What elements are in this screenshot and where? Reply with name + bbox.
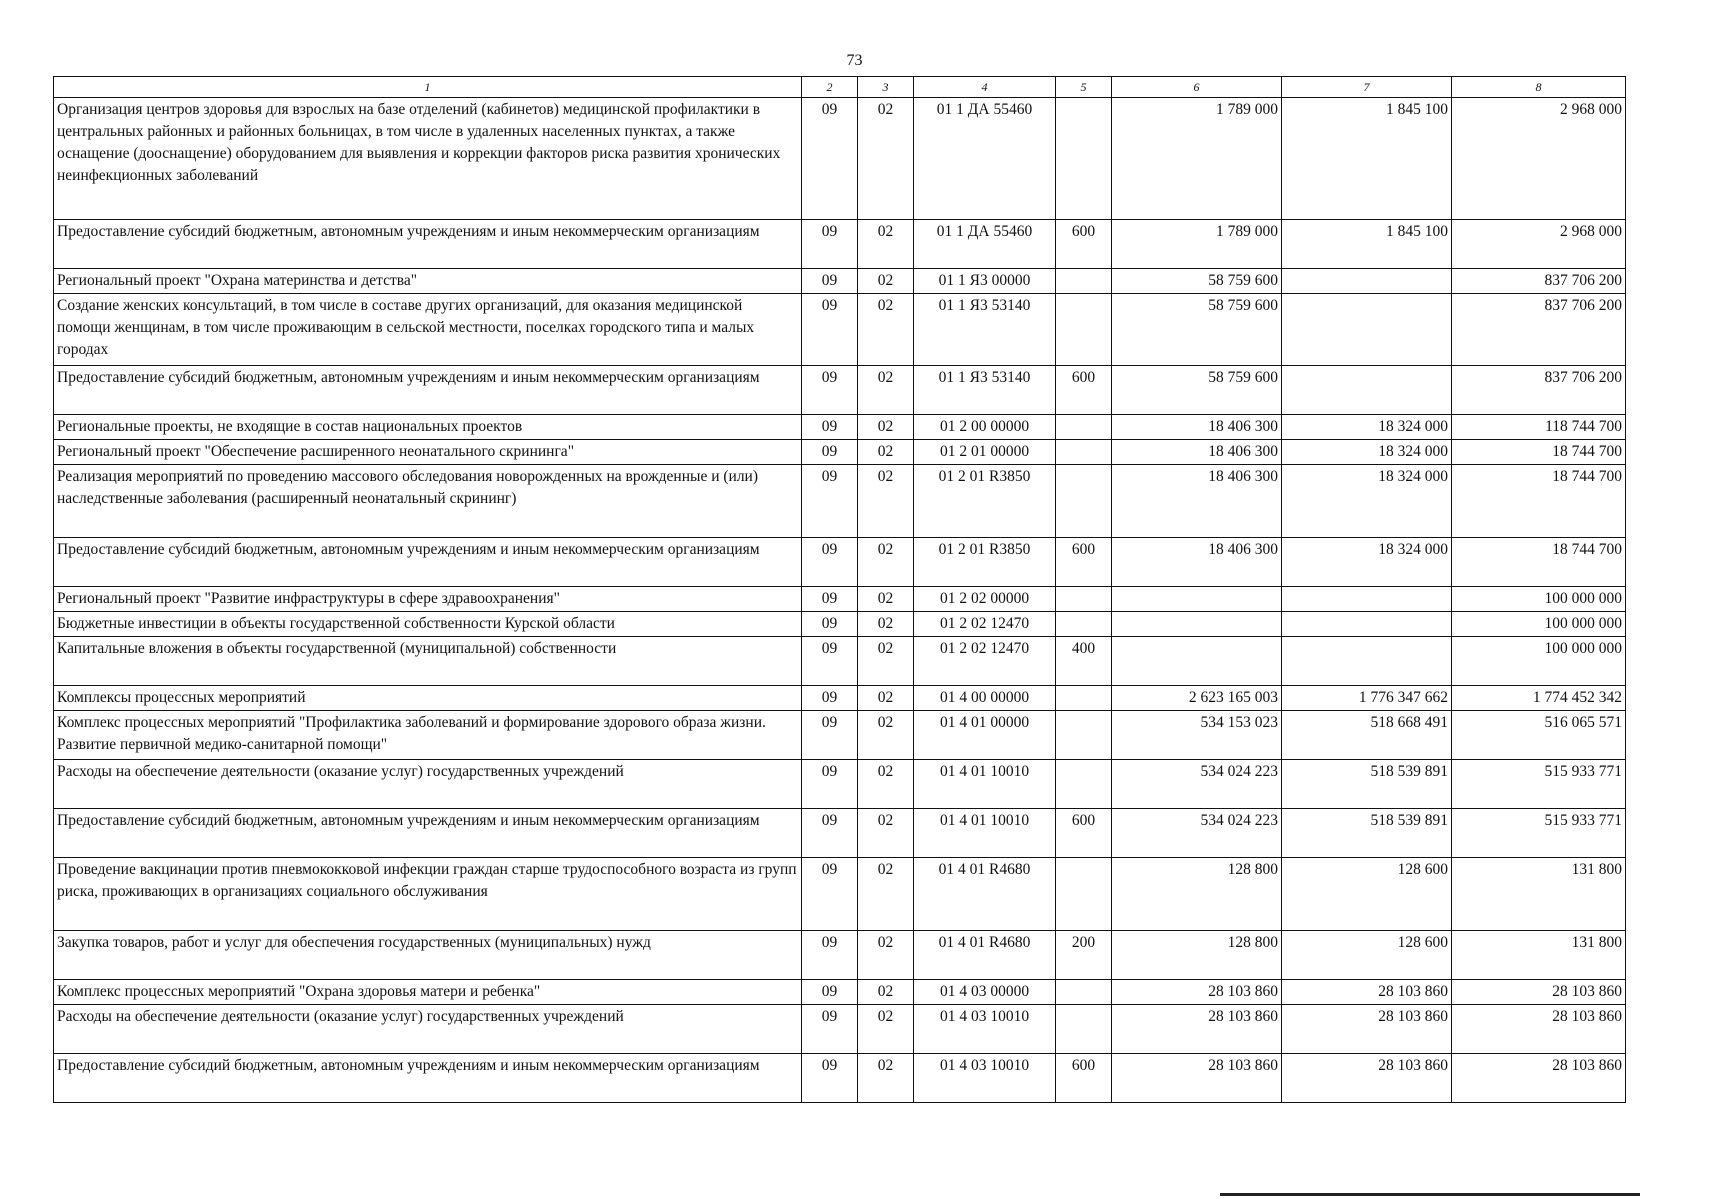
column-header-2: 2 (802, 77, 858, 98)
row-name: Расходы на обеспечение деятельности (оказание услуг) государственных учреждений (54, 1005, 802, 1054)
row-amount-8: 837 706 200 (1452, 269, 1626, 294)
row-amount-8: 837 706 200 (1452, 294, 1626, 366)
row-target-article: 01 4 01 R4680 (914, 931, 1056, 980)
scan-edge-line (1220, 1193, 1640, 1196)
row-amount-8: 18 744 700 (1452, 440, 1626, 465)
header-row (54, 77, 1626, 98)
row-name: Комплекс процессных мероприятий "Профилактика заболеваний и формирование здорового образа жизни. Развитие первичной медико-санитарной помощи" (54, 711, 802, 760)
row-section: 09 (802, 587, 858, 612)
row-amount-6: 534 024 223 (1112, 809, 1282, 858)
table-row (54, 269, 1626, 294)
row-expense-type (1056, 760, 1112, 809)
budget-table (53, 76, 1626, 1103)
row-name: Закупка товаров, работ и услуг для обеспечения государственных (муниципальных) нужд (54, 931, 802, 980)
row-amount-8: 18 744 700 (1452, 465, 1626, 538)
row-target-article: 01 1 ДА 55460 (914, 98, 1056, 220)
row-target-article: 01 2 01 R3850 (914, 465, 1056, 538)
row-target-article: 01 2 00 00000 (914, 415, 1056, 440)
row-subsection: 02 (858, 980, 914, 1005)
table-body (54, 98, 1626, 1103)
row-amount-7: 518 539 891 (1282, 760, 1452, 809)
row-amount-7 (1282, 637, 1452, 686)
table-row (54, 612, 1626, 637)
row-name: Региональный проект "Охрана материнства и детства" (54, 269, 802, 294)
table-row (54, 98, 1626, 220)
row-amount-6: 18 406 300 (1112, 415, 1282, 440)
row-expense-type: 200 (1056, 931, 1112, 980)
row-section: 09 (802, 686, 858, 711)
row-amount-8: 515 933 771 (1452, 760, 1626, 809)
row-amount-6: 58 759 600 (1112, 366, 1282, 415)
table-row (54, 980, 1626, 1005)
row-name: Предоставление субсидий бюджетным, автономным учреждениям и иным некоммерческим организациям (54, 366, 802, 415)
row-section: 09 (802, 366, 858, 415)
row-amount-8: 515 933 771 (1452, 809, 1626, 858)
row-expense-type (1056, 294, 1112, 366)
row-expense-type (1056, 98, 1112, 220)
row-name: Предоставление субсидий бюджетным, автономным учреждениям и иным некоммерческим организациям (54, 809, 802, 858)
row-section: 09 (802, 711, 858, 760)
row-name: Региональный проект "Обеспечение расширенного неонатального скрининга" (54, 440, 802, 465)
row-target-article: 01 4 01 00000 (914, 711, 1056, 760)
row-amount-6: 128 800 (1112, 931, 1282, 980)
row-amount-8: 100 000 000 (1452, 612, 1626, 637)
row-subsection: 02 (858, 294, 914, 366)
row-amount-7: 18 324 000 (1282, 465, 1452, 538)
row-subsection: 02 (858, 440, 914, 465)
row-target-article: 01 4 03 10010 (914, 1054, 1056, 1103)
row-subsection: 02 (858, 587, 914, 612)
row-amount-8: 28 103 860 (1452, 980, 1626, 1005)
row-section: 09 (802, 1005, 858, 1054)
row-name: Организация центров здоровья для взрослых на базе отделений (кабинетов) медицинской профилактики в центральных районных и районных больницах, в том числе в удаленных населенных пунктах, а также оснащение (дооснащение) оборудованием для выявления и коррекции факторов риска развития хронических неинфекционных заболеваний (54, 98, 802, 220)
row-section: 09 (802, 415, 858, 440)
row-subsection: 02 (858, 465, 914, 538)
row-name: Региональные проекты, не входящие в состав национальных проектов (54, 415, 802, 440)
row-expense-type: 600 (1056, 538, 1112, 587)
row-expense-type (1056, 858, 1112, 931)
row-amount-7: 18 324 000 (1282, 538, 1452, 587)
row-expense-type (1056, 465, 1112, 538)
column-header-3: 3 (858, 77, 914, 98)
table-row (54, 1005, 1626, 1054)
row-expense-type (1056, 980, 1112, 1005)
row-subsection: 02 (858, 538, 914, 587)
row-amount-8: 100 000 000 (1452, 587, 1626, 612)
row-amount-7: 518 539 891 (1282, 809, 1452, 858)
row-section: 09 (802, 220, 858, 269)
row-expense-type: 600 (1056, 1054, 1112, 1103)
row-amount-6: 18 406 300 (1112, 465, 1282, 538)
row-amount-8: 28 103 860 (1452, 1005, 1626, 1054)
row-section: 09 (802, 440, 858, 465)
row-amount-7: 128 600 (1282, 858, 1452, 931)
table-row (54, 1054, 1626, 1103)
row-section: 09 (802, 637, 858, 686)
row-subsection: 02 (858, 612, 914, 637)
row-subsection: 02 (858, 760, 914, 809)
row-amount-6: 28 103 860 (1112, 1005, 1282, 1054)
row-amount-8: 2 968 000 (1452, 220, 1626, 269)
row-amount-8: 28 103 860 (1452, 1054, 1626, 1103)
row-amount-7: 1 776 347 662 (1282, 686, 1452, 711)
row-target-article: 01 1 Я3 53140 (914, 366, 1056, 415)
row-target-article: 01 1 Я3 53140 (914, 294, 1056, 366)
row-name: Комплекс процессных мероприятий "Охрана здоровья матери и ребенка" (54, 980, 802, 1005)
row-amount-8: 131 800 (1452, 931, 1626, 980)
row-amount-7 (1282, 294, 1452, 366)
row-expense-type (1056, 440, 1112, 465)
row-subsection: 02 (858, 686, 914, 711)
row-target-article: 01 1 ДА 55460 (914, 220, 1056, 269)
row-subsection: 02 (858, 711, 914, 760)
table-row (54, 220, 1626, 269)
table-row (54, 587, 1626, 612)
row-target-article: 01 4 00 00000 (914, 686, 1056, 711)
row-section: 09 (802, 1054, 858, 1103)
column-header-1: 1 (54, 77, 802, 98)
row-name: Создание женских консультаций, в том числе в составе других организаций, для оказания медицинской помощи женщинам, в том числе проживающим в сельской местности, поселках городского типа и малых городах (54, 294, 802, 366)
row-amount-7: 28 103 860 (1282, 1054, 1452, 1103)
row-expense-type (1056, 1005, 1112, 1054)
table-row (54, 538, 1626, 587)
row-expense-type (1056, 612, 1112, 637)
row-amount-7: 128 600 (1282, 931, 1452, 980)
row-target-article: 01 4 03 10010 (914, 1005, 1056, 1054)
row-name: Региональный проект "Развитие инфраструктуры в сфере здравоохранения" (54, 587, 802, 612)
row-target-article: 01 2 02 00000 (914, 587, 1056, 612)
row-amount-7 (1282, 587, 1452, 612)
row-amount-8: 516 065 571 (1452, 711, 1626, 760)
row-expense-type: 600 (1056, 366, 1112, 415)
row-amount-8: 837 706 200 (1452, 366, 1626, 415)
row-section: 09 (802, 809, 858, 858)
row-target-article: 01 2 01 00000 (914, 440, 1056, 465)
row-section: 09 (802, 931, 858, 980)
row-amount-6: 18 406 300 (1112, 538, 1282, 587)
row-name: Предоставление субсидий бюджетным, автономным учреждениям и иным некоммерческим организациям (54, 220, 802, 269)
row-target-article: 01 2 02 12470 (914, 612, 1056, 637)
table-row (54, 465, 1626, 538)
row-subsection: 02 (858, 220, 914, 269)
row-amount-6 (1112, 637, 1282, 686)
row-amount-6: 28 103 860 (1112, 980, 1282, 1005)
column-header-7: 7 (1282, 77, 1452, 98)
row-section: 09 (802, 465, 858, 538)
column-header-4: 4 (914, 77, 1056, 98)
row-amount-6: 534 153 023 (1112, 711, 1282, 760)
row-subsection: 02 (858, 637, 914, 686)
row-amount-6: 2 623 165 003 (1112, 686, 1282, 711)
row-subsection: 02 (858, 1005, 914, 1054)
table-row (54, 415, 1626, 440)
row-amount-6: 58 759 600 (1112, 269, 1282, 294)
row-subsection: 02 (858, 98, 914, 220)
row-expense-type: 600 (1056, 220, 1112, 269)
page-number: 73 (846, 52, 863, 69)
row-amount-7: 518 668 491 (1282, 711, 1452, 760)
row-name: Предоставление субсидий бюджетным, автономным учреждениям и иным некоммерческим организациям (54, 1054, 802, 1103)
row-section: 09 (802, 294, 858, 366)
row-amount-6 (1112, 587, 1282, 612)
row-amount-8: 2 968 000 (1452, 98, 1626, 220)
table-row (54, 858, 1626, 931)
row-expense-type: 600 (1056, 809, 1112, 858)
row-section: 09 (802, 269, 858, 294)
row-amount-7: 18 324 000 (1282, 440, 1452, 465)
table-row (54, 294, 1626, 366)
row-amount-8: 100 000 000 (1452, 637, 1626, 686)
row-section: 09 (802, 858, 858, 931)
row-expense-type (1056, 269, 1112, 294)
row-expense-type (1056, 587, 1112, 612)
row-amount-6: 28 103 860 (1112, 1054, 1282, 1103)
table-row (54, 931, 1626, 980)
table-row (54, 809, 1626, 858)
row-amount-7: 1 845 100 (1282, 98, 1452, 220)
row-amount-6: 128 800 (1112, 858, 1282, 931)
row-expense-type (1056, 415, 1112, 440)
row-subsection: 02 (858, 415, 914, 440)
row-subsection: 02 (858, 809, 914, 858)
column-header-5: 5 (1056, 77, 1112, 98)
row-target-article: 01 4 03 00000 (914, 980, 1056, 1005)
row-amount-6 (1112, 612, 1282, 637)
row-expense-type (1056, 711, 1112, 760)
row-target-article: 01 4 01 10010 (914, 809, 1056, 858)
row-amount-7 (1282, 612, 1452, 637)
table-row (54, 686, 1626, 711)
row-target-article: 01 2 01 R3850 (914, 538, 1056, 587)
table-row (54, 637, 1626, 686)
row-section: 09 (802, 760, 858, 809)
row-name: Расходы на обеспечение деятельности (оказание услуг) государственных учреждений (54, 760, 802, 809)
row-name: Капитальные вложения в объекты государственной (муниципальной) собственности (54, 637, 802, 686)
row-amount-6: 58 759 600 (1112, 294, 1282, 366)
column-header-8: 8 (1452, 77, 1626, 98)
row-amount-7: 1 845 100 (1282, 220, 1452, 269)
row-subsection: 02 (858, 931, 914, 980)
row-expense-type: 400 (1056, 637, 1112, 686)
row-section: 09 (802, 538, 858, 587)
column-header-6: 6 (1112, 77, 1282, 98)
table-row (54, 711, 1626, 760)
row-amount-8: 1 774 452 342 (1452, 686, 1626, 711)
row-amount-6: 534 024 223 (1112, 760, 1282, 809)
row-name: Проведение вакцинации против пневмококковой инфекции граждан старше трудоспособного возраста из групп риска, проживающих в организациях социального обслуживания (54, 858, 802, 931)
row-name: Предоставление субсидий бюджетным, автономным учреждениям и иным некоммерческим организациям (54, 538, 802, 587)
row-target-article: 01 2 02 12470 (914, 637, 1056, 686)
row-expense-type (1056, 686, 1112, 711)
row-target-article: 01 1 Я3 00000 (914, 269, 1056, 294)
row-amount-6: 1 789 000 (1112, 98, 1282, 220)
row-target-article: 01 4 01 R4680 (914, 858, 1056, 931)
row-amount-8: 18 744 700 (1452, 538, 1626, 587)
row-subsection: 02 (858, 1054, 914, 1103)
row-name: Бюджетные инвестиции в объекты государственной собственности Курской области (54, 612, 802, 637)
table-row (54, 440, 1626, 465)
row-amount-8: 118 744 700 (1452, 415, 1626, 440)
row-amount-7: 28 103 860 (1282, 980, 1452, 1005)
row-amount-8: 131 800 (1452, 858, 1626, 931)
row-amount-6: 1 789 000 (1112, 220, 1282, 269)
row-section: 09 (802, 612, 858, 637)
row-amount-7: 28 103 860 (1282, 1005, 1452, 1054)
row-amount-7 (1282, 366, 1452, 415)
row-name: Реализация мероприятий по проведению массового обследования новорожденных на врожденные и (или) наследственные заболевания (расширенный неонатальный скрининг) (54, 465, 802, 538)
row-subsection: 02 (858, 269, 914, 294)
row-section: 09 (802, 980, 858, 1005)
row-amount-7: 18 324 000 (1282, 415, 1452, 440)
row-section: 09 (802, 98, 858, 220)
row-subsection: 02 (858, 858, 914, 931)
row-name: Комплексы процессных мероприятий (54, 686, 802, 711)
table-row (54, 366, 1626, 415)
table-row (54, 760, 1626, 809)
row-target-article: 01 4 01 10010 (914, 760, 1056, 809)
row-amount-6: 18 406 300 (1112, 440, 1282, 465)
row-subsection: 02 (858, 366, 914, 415)
row-amount-7 (1282, 269, 1452, 294)
